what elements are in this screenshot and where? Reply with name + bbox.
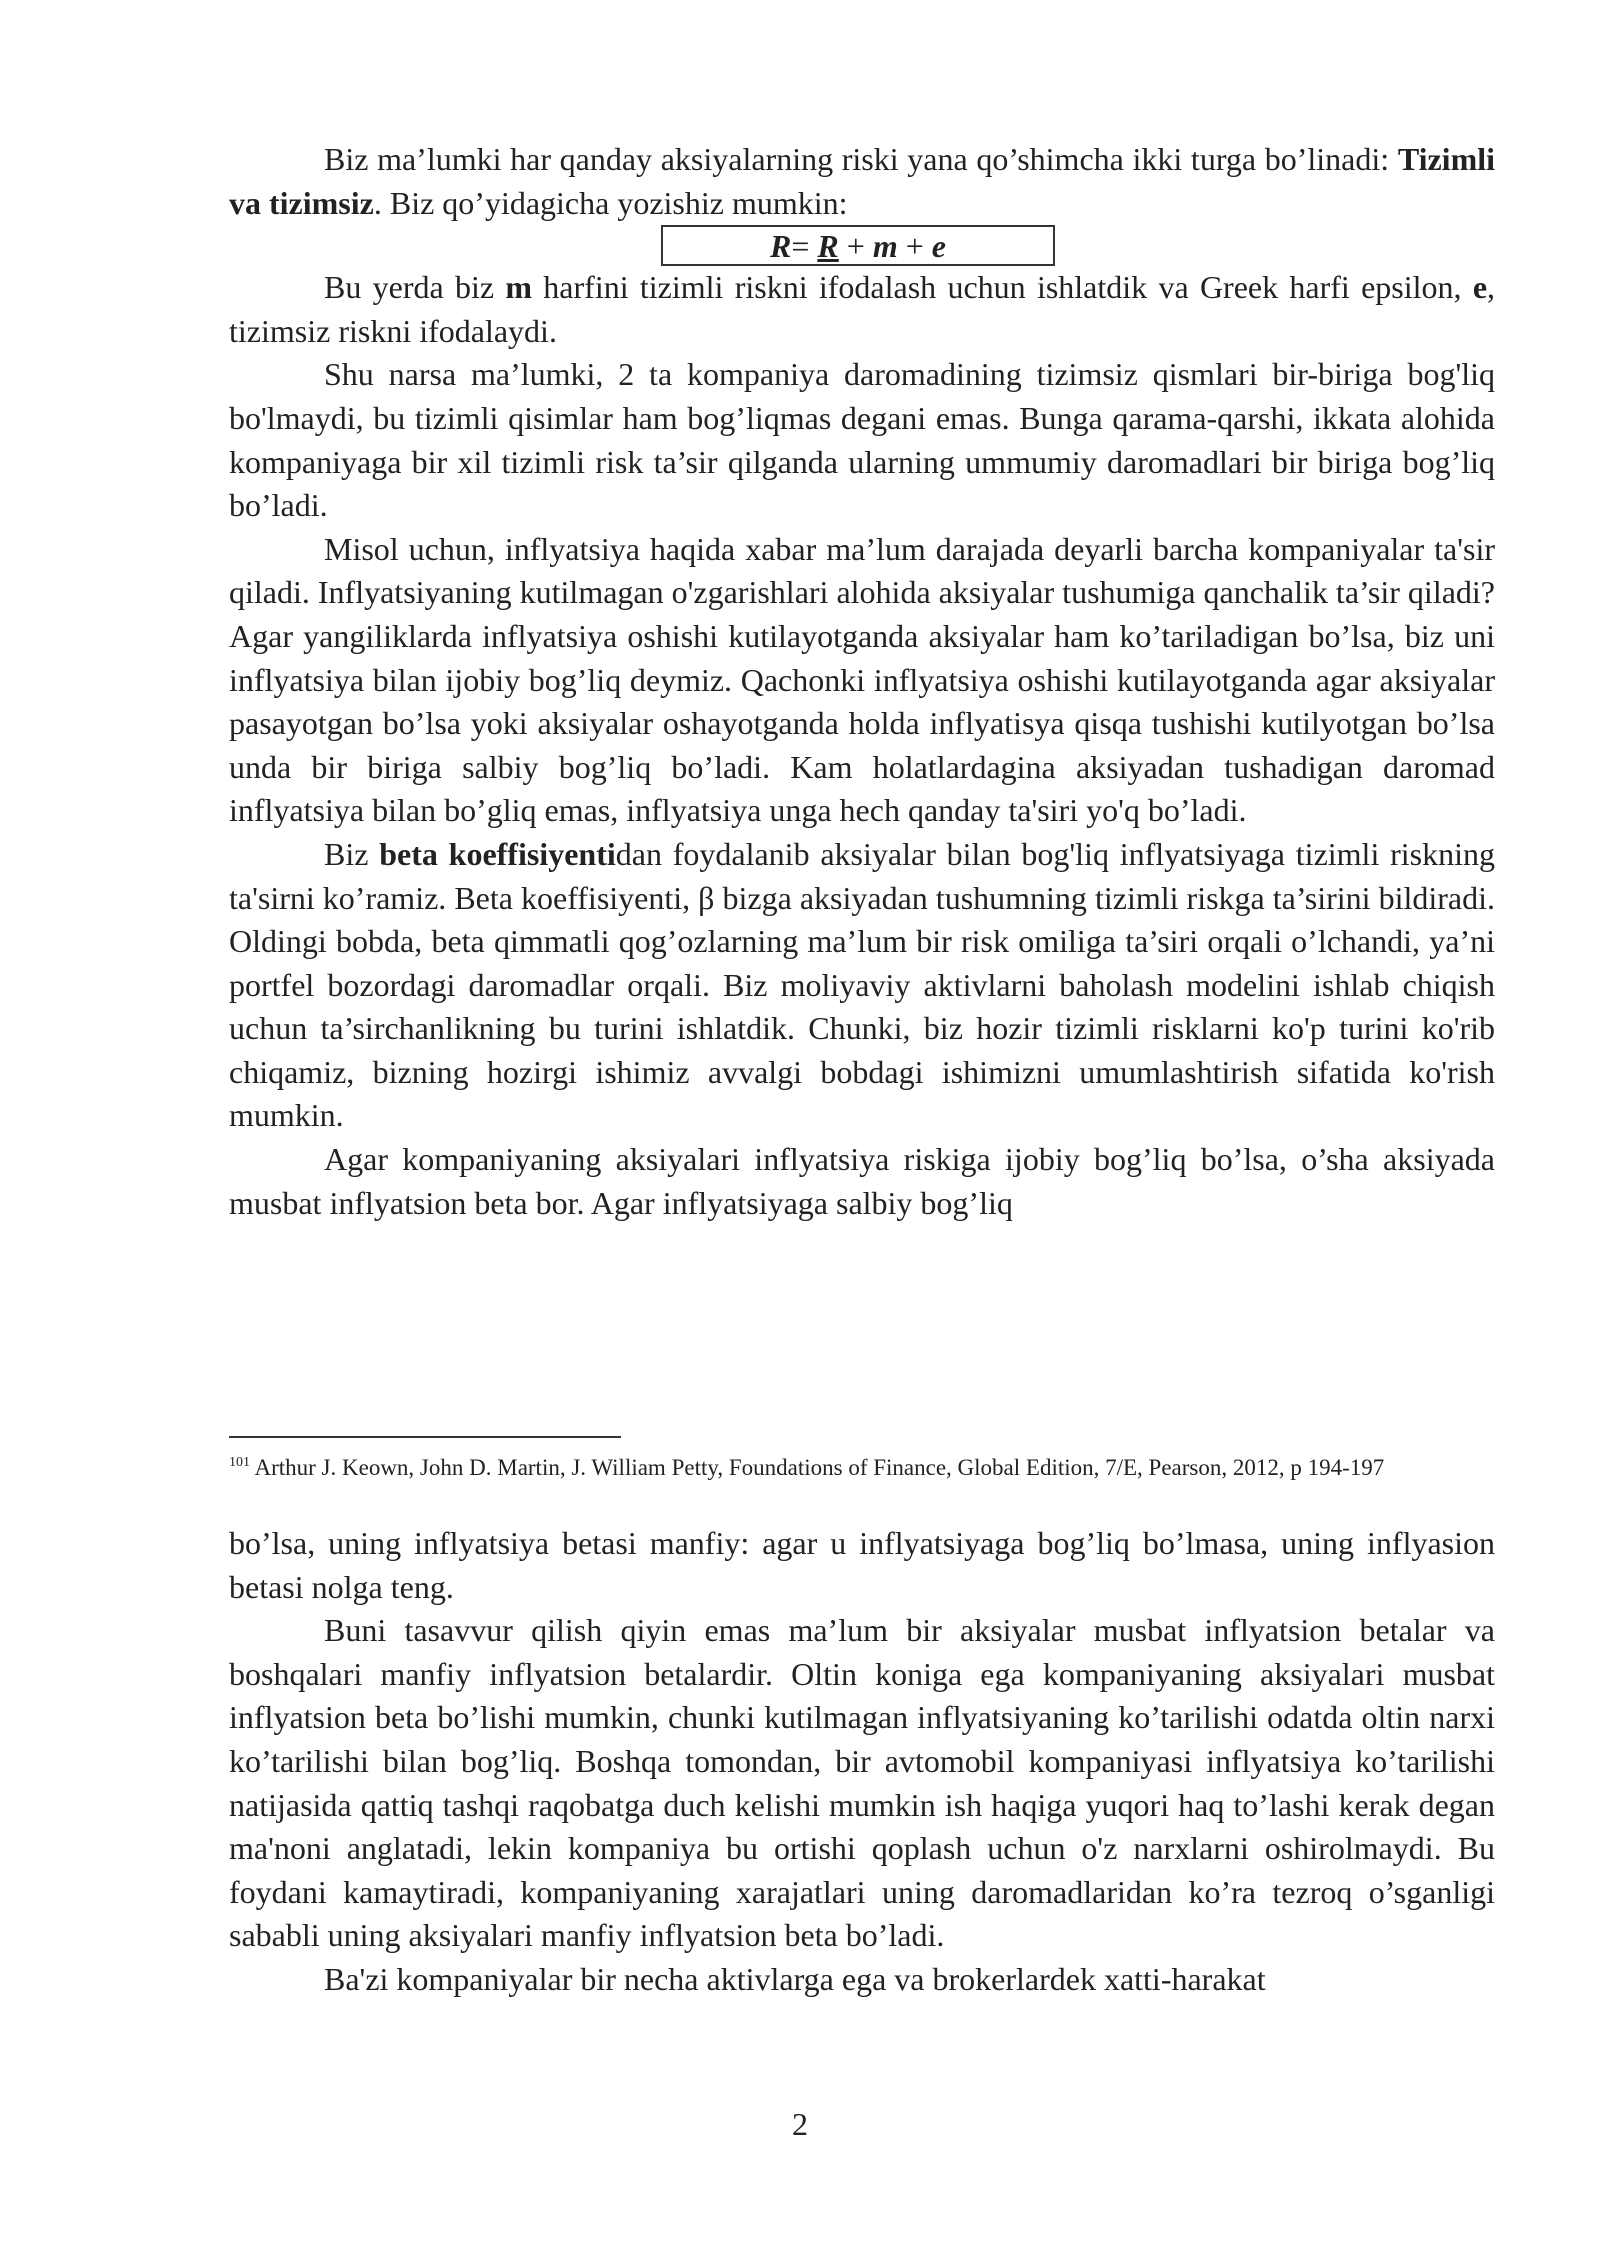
paragraph-inflation-example: Misol uchun, inflyatsiya haqida xabar ma’lum darajada deyarli barcha kompaniyalar ta'sir qiladi. Inflyatsiyaning kutilmagan o'zgarishlari alohida aksiyalar tushumiga qanchalik ta’sir qiladi? Agar yangiliklarda inflyatsiya oshishi kutilayotganda aksiyalar ham ko’tariladigan bo’lsa, biz uni inflyatsiya bilan ijobiy bog’liq deymiz. Qachonki inflyatsiya oshishi kutilayotganda agar aksiyalar pasayotgan bo’lsa yoki aksiyalar oshayotganda holda inflyatisya qisqa tushishi kutilyotgan bo’lsa unda bir biriga salbiy bog’liq bo’ladi. Kam holatlardagina aksiyadan tushadigan daromad inflyatsiya bilan bo’gliq emas, inflyatsiya unga hech qanday ta'siri yo'q bo’ladi. [229,530,1495,829]
formula-m: m [872,228,898,265]
formula-plus: + [897,228,932,265]
text-run: Bu yerda biz [324,269,506,306]
text-run: harfini tizimli riskni ifodalash uchun ishlatdik va Greek harfi epsilon, [532,269,1473,306]
bold-term: e [1472,269,1488,306]
bold-term: m [505,269,533,306]
paragraph-definitions [229,266,1495,353]
paragraph-last: Ba'zi kompaniyalar bir necha aktivlarga ega va brokerlardek xatti-harakat [324,1960,1266,1997]
text-run: , tizimsiz riskni ifodalaydi. [229,269,1496,349]
formula-e: e [931,228,946,265]
page-body-top [229,138,1495,1225]
formula-R: R [770,228,792,265]
page-body-bottom [229,1522,1495,2002]
formula-plus: + [838,228,873,265]
text-run: dan foydalanib aksiyalar bilan bog'liq inflyatsiyaga tizimli riskning ta'sirni ko’ramiz. Beta koeffisiyenti, β bizga aksiyadan tushumning tizimli riskga ta’sirini bildiradi. Oldingi bobda, beta qimmatli qog’ozlarning ma’lum bir risk omiliga ta’siri orqali o’lchandi, ya’ni portfel bozordagi daromadlar orqali. Biz moliyaviy aktivlarni baholash modelini ishlab chiqish uchun ta’sirchanlikning bu turini ishlatdik. Chunki, biz hozir tizimli risklarni ko'p turini ko'rib chiqamiz, bizning hozirgi ishimiz avvalgi bobdagi ishimizni umumlashtirish sifatida ko'rish mumkin. [229,835,1496,1134]
bold-term: Tizimli va tizimsiz [229,141,1495,221]
formula-box [661,225,1055,266]
paragraph-intro [229,138,1495,225]
text-run: Biz [324,835,380,872]
footnote [229,1446,1495,1485]
paragraph-inflation-beta: Agar kompaniyaning aksiyalari inflyatsiya riskiga ijobiy bog’liq bo’lsa, o’sha aksiyada musbat inflyatsion beta bor. Agar inflyatsiyaga salbiy bog’liq [229,1141,1495,1221]
paragraph-beta [229,833,1495,1138]
page-number: 2 [792,2106,808,2142]
bold-term: beta koeffisiyenti [379,835,616,872]
footnote-number: 101 [229,1455,250,1470]
paragraph-continuation: bo’lsa, uning inflyatsiya betasi manfiy: agar u inflyatsiyaga bog’liq bo’lmasa, uning inflyasion betasi nolga teng. [229,1525,1495,1605]
formula-equals: = [791,228,818,265]
footnote-separator [229,1436,621,1438]
text-run: Biz ma’lumki har qanday aksiyalarning riski yana qo’shimcha ikki turga bo’linadi: [324,141,1398,177]
footnote-text: Arthur J. Keown, John D. Martin, J. William Petty, Foundations of Finance, Global Edition, 7/E, Pearson, 2012, p 194-197 [250,1455,1385,1480]
paragraph-examples: Buni tasavvur qilish qiyin emas ma’lum bir aksiyalar musbat inflyatsion betalar va boshqalari manfiy inflyatsion betalardir. Oltin koniga ega kompaniyaning aksiyalari musbat inflyatsion beta bo’lishi mumkin, chunki kutilmagan inflyatsiyaning ko’tarilishi odatda oltin narxi ko’tarilishi bilan bog’liq. Boshqa tomondan, bir avtomobil kompaniyasi inflyatsiya ko’tarilishi natijasida qattiq tashqi raqobatga duch kelishi mumkin ish haqiga yuqori haq to’lashi kerak degan ma'noni anglatadi, lekin kompaniya bu ortishi qoplash uchun o'z narxlarni oshirolmaydi. Bu foydani kamaytiradi, kompaniyaning xarajatlari uning daromadlaridan ko’ra tezroq o’sganligi sababli uning aksiyalari manfiy inflyatsion beta bo’ladi. [229,1612,1495,1954]
formula-R-expected: R [817,228,839,265]
text-run: . Biz qo’yidagicha yozishiz mumkin: [373,184,848,221]
paragraph-correlation: Shu narsa ma’lumki, 2 ta kompaniya daromadining tizimsiz qismlari bir-biriga bog'liq bo'lmaydi, bu tizimli qisimlar ham bog’liqmas degani emas. Bunga qarama-qarshi, ikkata alohida kompaniyaga bir xil tizimli risk ta’sir qilganda ularning ummumiy daromadlari bir biriga bog’liq bo’ladi. [229,356,1495,524]
